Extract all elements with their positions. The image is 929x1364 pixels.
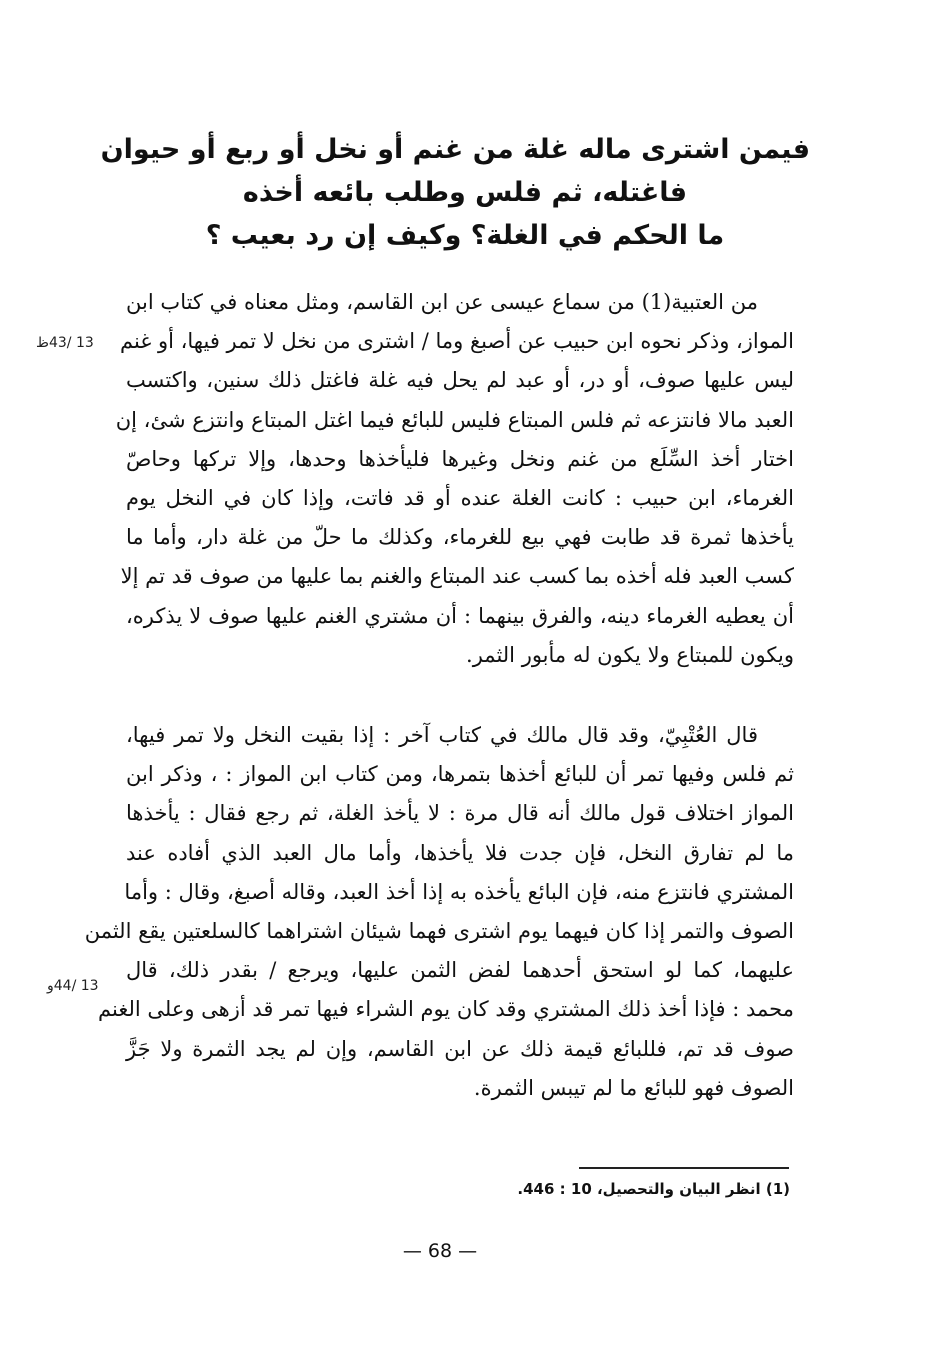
- paragraph-2-line-5: المشتري فانتزع منه، فإن البائع يأخذه به إذا أخذ العبد، وقاله أصبغ، وقال : وأما: [124, 879, 794, 904]
- paragraph-2-line-9: صوف قد تم، فللبائع قيمة ذلك عن ابن القاسم، وإن لم يجد الثمرة ولا جَزَّ: [126, 1036, 794, 1061]
- page-number: — 68 —: [402, 1240, 478, 1262]
- paragraph-2-line-7: عليهما، كما لو استحق أحدهما لفض الثمن عليها، ويرجع / بقدر ذلك، قال: [126, 958, 794, 983]
- paragraph-2: [84, 716, 794, 1108]
- paragraph-1: [115, 283, 794, 675]
- paragraph-1-line-8: كسب العبد فله أخذه بما كسب عند المبتاع والغنم بما عليها من صوف قد تم إلا: [120, 564, 794, 589]
- footnote-divider: [579, 1167, 789, 1169]
- paragraph-2-line-4: ما لم تفارق النخل، فإن جدت فلا يأخذها، وأما مال العبد الذي أفاده عند: [126, 840, 794, 865]
- paragraph-1-line-10: ويكون للمبتاع ولا يكون له مأبور الثمر.: [466, 642, 794, 667]
- title-line-2: فاغتله، ثم فلس وطلب بائعه أخذه: [242, 177, 688, 208]
- manuscript-folio-note: 13 /43ظ: [36, 335, 94, 351]
- paragraph-2-line-8: محمد : فإذا أخذ ذلك المشتري وقد كان يوم الشراء فيها تمر قد أزهى وعلى الغنم: [98, 997, 794, 1022]
- paragraph-1-line-5: اختار أخذ السِّلَع من غنم ونخل وغيرها فليأخذها وحدها، وإلا تركها وحاصّ: [126, 446, 794, 471]
- paragraph-2-line-6: الصوف والتمر إذا كان فيهما يوم اشترى فهما شيئان اشتراهما كالسلعتين يقع الثمن: [84, 918, 794, 943]
- title-line-3: ما الحكم في الغلة؟ وكيف إن رد بعيب ؟: [205, 220, 725, 251]
- title-line-1: فيمن اشترى ماله غلة من غنم أو نخل أو ربع أو حيوان: [100, 134, 810, 165]
- paragraph-1-line-6: الغرماء، ابن حبيب : كانت الغلة عنده أو قد فاتت، وإذا كان في النخل يوم: [126, 485, 794, 510]
- paragraph-1-line-7: يأخذها ثمرة قد طابت فهي بيع للغرماء، وكذلك ما حلّ من غلة دار، وأما ما: [126, 525, 794, 550]
- paragraph-2-line-3: المواز اختلاف قول مالك أنه قال مرة : لا يأخذ الغلة، ثم رجع فقال : يأخذها: [126, 801, 794, 826]
- paragraph-1-line-3: ليس عليها صوف، أو در، أو عبد لم يحل فيه غلة فاغتل ذلك سنين، واكتسب: [126, 368, 794, 393]
- paragraph-1-line-1: من العتبية(1) من سماع عيسى عن ابن القاسم، ومثل معناه في كتاب ابن: [126, 290, 758, 314]
- paragraph-1-line-9: أن يعطيه الغرماء دينه، والفرق بينهما : أن مشتري الغنم عليها صوف لا يذكره،: [126, 603, 794, 628]
- paragraph-1-line-2: المواز، وذكر نحوه ابن حبيب عن أصبغ وما / اشترى من نخل لا تمر فيها، أو غنم: [120, 329, 794, 354]
- footnote: (1) انظر البيان والتحصيل، 10 : 446.: [517, 1180, 790, 1198]
- paragraph-1-line-4: العبد مالا فانتزعه ثم فلس المبتاع فليس للبائع فيما اغتل المبتاع وانتزع شئ، إن: [115, 407, 794, 432]
- paragraph-2-line-1: قال العُتْبِيّ، وقد قال مالك في كتاب آخر : إذا بقيت النخل ولا تمر فيها،: [126, 723, 758, 747]
- manuscript-folio-note: 13 /44و: [47, 978, 99, 994]
- paragraph-2-line-10: الصوف فهو للبائع ما لم تيبس الثمرة.: [473, 1075, 794, 1100]
- chapter-title: [100, 128, 810, 257]
- paragraph-2-line-2: ثم فلس وفيها تمر أن للبائع أخذها بتمرها، ومن كتاب ابن المواز : ، وذكر ابن: [126, 762, 794, 787]
